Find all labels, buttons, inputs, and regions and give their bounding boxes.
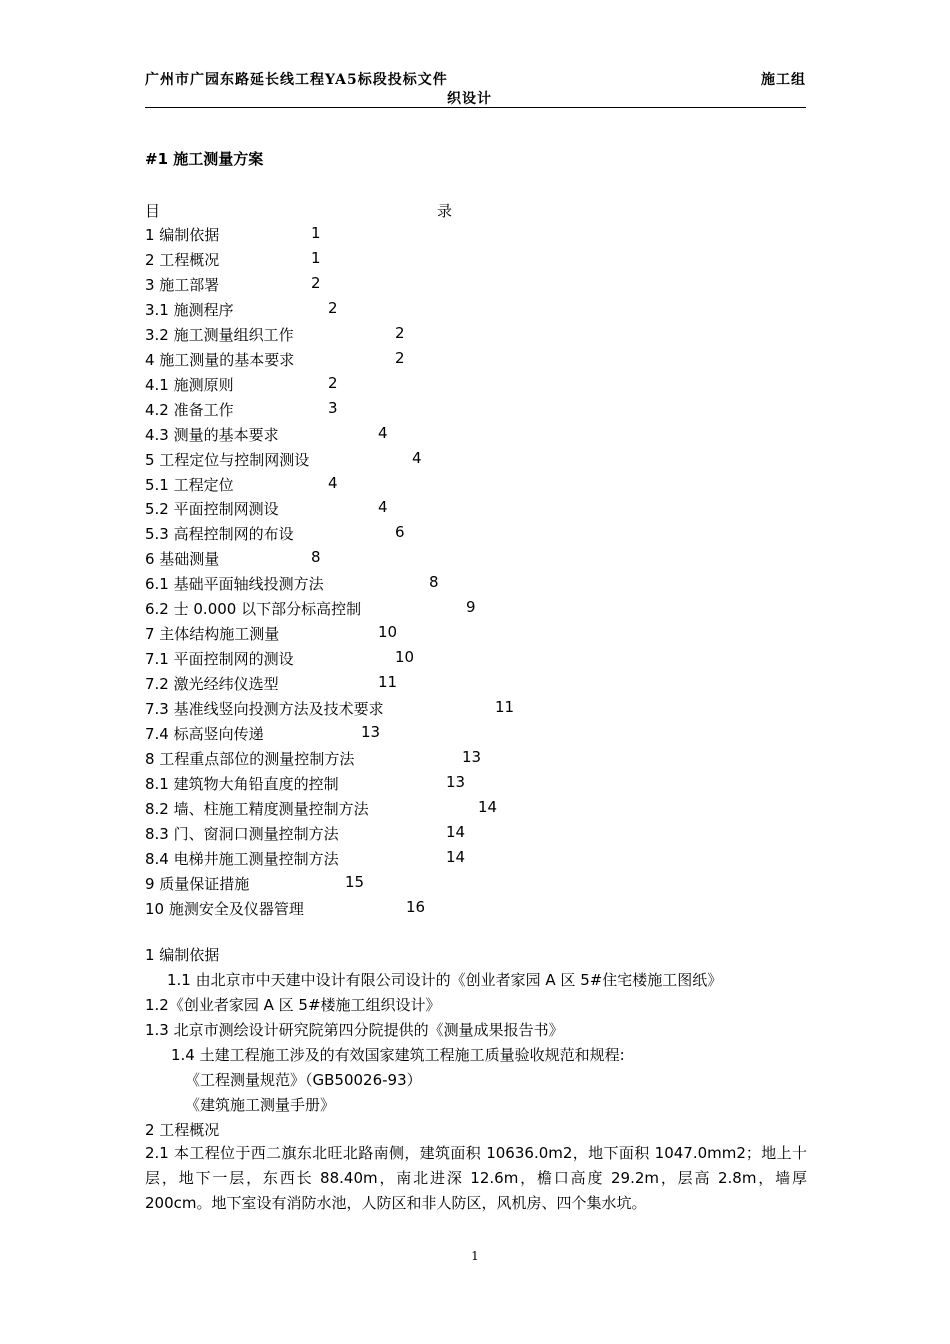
toc-entry-label: 5 工程定位与控制网测设: [145, 450, 310, 469]
overview-paragraph: 2.1 本工程位于西二旗东北旺北路南侧，建筑面积 10636.0m2，地下面积 1047.0mm2；地上十层，地下一层，东西长 88.40m，南北进深 12.6m，檐口高度 29.2m，层高 2.8m，墙厚 200cm。地下室设有消防水池，人防区和非人防区，风机房、四个集水坑。: [145, 1144, 807, 1212]
toc-entry: [145, 498, 388, 523]
toc-entry: [145, 348, 405, 374]
toc-entry: [145, 822, 466, 848]
toc-entry: [145, 523, 405, 548]
toc-entry: [145, 323, 405, 349]
toc-entry: [145, 723, 381, 748]
toc-entry: [145, 573, 439, 598]
toc-entry-label: 8.4 电梯井施工测量控制方法: [145, 849, 339, 868]
toc-entry-page: 2: [311, 273, 321, 292]
heading-basis: 1 编制依据: [145, 946, 220, 964]
toc-entry: [145, 398, 338, 424]
toc-entry-page: 4: [378, 498, 388, 517]
toc-entry: [145, 797, 498, 823]
toc-entry-page: 10: [378, 623, 398, 642]
toc-entry-label: 3.1 施测程序: [145, 300, 234, 319]
toc-entry-page: 2: [395, 323, 405, 342]
toc-entry-label: 5.1 工程定位: [145, 475, 234, 494]
toc-entry-label: 7.3 基准线竖向投测方法及技术要求: [145, 700, 384, 719]
toc-entry-label: 4.2 准备工作: [145, 400, 234, 419]
toc-entry-label: 6.1 基础平面轴线投测方法: [145, 575, 324, 594]
toc-entry-label: 8 工程重点部位的测量控制方法: [145, 749, 355, 768]
toc-entry-label: 7.2 激光经纬仪选型: [145, 675, 279, 694]
toc-entry-label: 6 基础测量: [145, 550, 220, 569]
toc-entry: [145, 548, 321, 573]
toc-entry-label: 8.2 墙、柱施工精度测量控制方法: [145, 799, 369, 818]
toc-entry-page: 14: [446, 822, 466, 841]
toc-entry-label: 10 施测安全及仪器管理: [145, 899, 304, 918]
toc-entry-label: 1 编制依据: [145, 226, 220, 244]
toc-entry-label: 2 工程概况: [145, 250, 220, 269]
toc-entry: [145, 448, 422, 474]
basis-item-2: 1.2《创业者家园 A 区 5#楼施工组织设计》: [145, 996, 441, 1014]
toc-entry-page: 4: [378, 423, 388, 442]
toc-entry: [145, 423, 388, 449]
toc-entry: [145, 747, 482, 773]
toc-entry: [145, 847, 466, 873]
standard-item-2: 《建筑施工测量手册》: [185, 1096, 336, 1114]
toc-entry-label: 4.1 施测原则: [145, 375, 234, 394]
toc-entry-page: 16: [406, 897, 426, 916]
toc-entry: [145, 623, 398, 648]
toc-entry-label: 4 施工测量的基本要求: [145, 350, 295, 369]
toc-entry-label: 9 质量保证措施: [145, 874, 250, 893]
toc-entry-page: 8: [311, 548, 321, 567]
toc-entry-page: 1: [311, 224, 321, 242]
toc-entry-label: 4.3 测量的基本要求: [145, 425, 279, 444]
toc-entry-label: 7.1 平面控制网的测设: [145, 650, 294, 669]
toc-entry: [145, 872, 365, 898]
toc-entry-label: 5.2 平面控制网测设: [145, 500, 279, 519]
toc-heading-right: 录: [437, 202, 453, 220]
toc-entry-label: 7.4 标高竖向传递: [145, 725, 264, 743]
toc-entry-page: 2: [328, 373, 338, 392]
page-header: [145, 66, 806, 108]
toc-entry-page: 15: [345, 872, 365, 891]
header-title-continued: 织设计: [447, 91, 492, 107]
toc-heading: [145, 200, 465, 221]
toc-entry-page: 13: [446, 772, 466, 791]
toc-entry: [145, 224, 321, 249]
toc-entry-label: 3.2 施工测量组织工作: [145, 325, 294, 344]
toc-entry-label: 6.2 士 0.000 以下部分标高控制: [145, 600, 362, 619]
toc-entry: [145, 473, 338, 499]
basis-item-3: 1.3 北京市测绘设计研究院第四分院提供的《测量成果报告书》: [145, 1021, 564, 1039]
toc-entry-label: 3 施工部署: [145, 275, 220, 294]
toc-entry-page: 11: [378, 673, 398, 692]
toc-entry-page: 2: [395, 348, 405, 367]
toc-entry-page: 2: [328, 298, 338, 317]
toc-entry: [145, 698, 515, 723]
section-title: #1 施工测量方案: [145, 150, 264, 168]
toc-heading-left: 目: [145, 202, 161, 220]
header-right-text: 施工组: [761, 72, 806, 88]
toc-entry-page: 13: [462, 747, 482, 766]
toc-entry-page: 14: [478, 797, 498, 816]
heading-overview: 2 工程概况: [145, 1121, 220, 1139]
basis-item-1: 1.1 由北京市中天建中设计有限公司设计的《创业者家园 A 区 5#住宅楼施工图纸》: [167, 971, 723, 989]
toc-entry-page: 11: [495, 698, 515, 717]
toc-entry-page: 4: [328, 473, 338, 492]
toc-entry-page: 8: [429, 573, 439, 592]
toc-entry: [145, 273, 321, 299]
toc-entry: [145, 248, 321, 274]
toc-entry-page: 1: [311, 248, 321, 267]
toc-entry-label: 7 主体结构施工测量: [145, 625, 280, 644]
toc-entry: [145, 772, 466, 798]
toc-entry: [145, 648, 415, 673]
toc-entry-page: 10: [395, 648, 415, 667]
header-title: 广州市广园东路延长线工程YA5标段投标文件: [145, 72, 448, 88]
toc-entry: [145, 298, 338, 324]
toc-entry: [145, 673, 398, 698]
toc-entry: [145, 373, 338, 399]
toc-entry-label: 8.3 门、窗洞口测量控制方法: [145, 824, 339, 843]
toc-entry: [145, 598, 476, 623]
toc-entry-label: 8.1 建筑物大角铅直度的控制: [145, 774, 339, 793]
page-number: 1: [471, 1249, 479, 1263]
toc-entry-label: 5.3 高程控制网的布设: [145, 525, 294, 544]
toc-entry-page: 3: [328, 398, 338, 417]
toc-entry-page: 4: [412, 448, 422, 467]
standard-item-1: 《工程测量规范》（GB50026-93）: [185, 1071, 422, 1089]
toc-entry-page: 13: [361, 723, 381, 741]
toc-entry-page: 14: [446, 847, 466, 866]
basis-item-4: 1.4 土建工程施工涉及的有效国家建筑工程施工质量验收规范和规程:: [171, 1046, 625, 1064]
toc-entry: [145, 897, 426, 923]
toc-entry-page: 9: [466, 598, 476, 617]
toc-entry-page: 6: [395, 523, 405, 542]
